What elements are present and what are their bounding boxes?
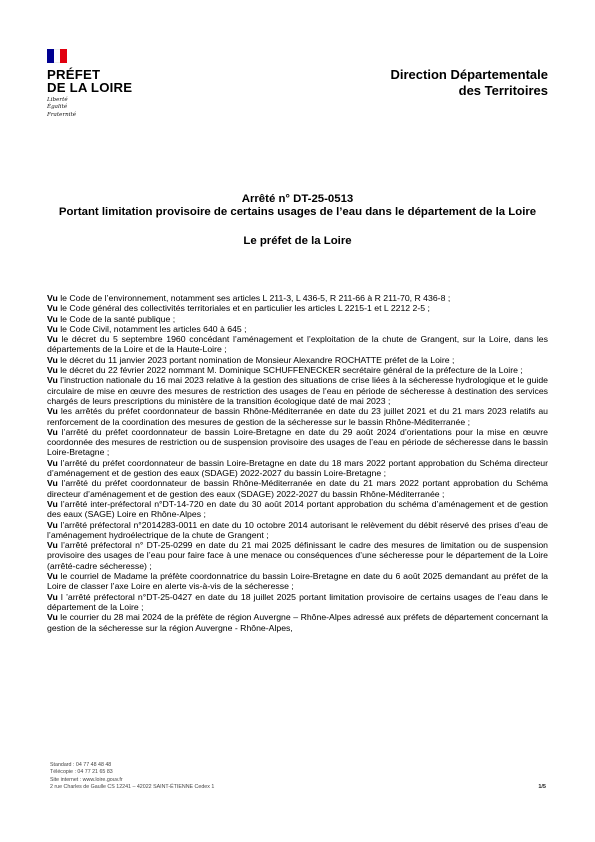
- visa-item: [47, 478, 548, 499]
- visa-item: [47, 540, 548, 571]
- visa-item: [47, 324, 548, 334]
- visa-keyword: Vu: [47, 591, 58, 602]
- prefecture-name-line2: DE LA LOIRE: [47, 80, 133, 95]
- visa-item: [47, 406, 548, 427]
- visa-keyword: Vu: [47, 334, 58, 345]
- visa-item: [47, 365, 548, 375]
- visa-keyword: Vu: [47, 365, 58, 376]
- prefecture-name-line1: PRÉFET: [47, 67, 101, 82]
- visa-keyword: Vu: [47, 293, 58, 303]
- visa-item: [47, 458, 548, 479]
- motto-egalite: Égalité: [47, 104, 68, 111]
- visa-text: l’arrêté préfectoral n° DT-25-0299 en date du 21 mai 2025 définissant le cadre des mesures de limitation ou de suspension provisoire des usages de l’eau pour faire face à une menace ou conséquences d’une sécheresse pour le département de la Loire (arrêté-cadre sécheresse) ;: [47, 540, 548, 571]
- visa-text: l’arrêté du préfet coordonnateur de bassin Loire-Bretagne en date du 18 mars 2022 portant approbation du Schéma directeur d’aménagement et de gestion des eaux (SDAGE) 2022-2027 du bassin Loire-Bretagne ;: [47, 457, 548, 479]
- visa-keyword: Vu: [47, 612, 58, 623]
- prefecture-name: [47, 68, 167, 94]
- decree-number: Arrêté n° DT-25-0513: [241, 193, 354, 205]
- visa-keyword: Vu: [47, 303, 58, 314]
- visa-text: les arrêtés du préfet coordonnateur de bassin Rhône-Méditerranée en date du 23 juillet 2021 et du 21 mars 2023 relatifs au renforcement de la coordination des mesures de gestion de la sécheresse sur le bassin Rhône-Méditerranée ;: [47, 406, 548, 427]
- visa-text: l’arrêté du préfet coordonnateur de bassin Rhône-Méditerranée en date du 21 mars 2022 portant approbation du Schéma directeur d’aménagement et de gestion des eaux (SDAGE) 2022-2027 du bassin Rhône-Méditerranée ;: [47, 478, 548, 499]
- visa-text: le décret du 5 septembre 1960 concédant l’aménagement et l’exploitation de la chute de Grangent, sur la Loire, dans les départements de la Loire et de la Haute-Loire ;: [47, 334, 548, 355]
- visa-item: [47, 427, 548, 458]
- visa-keyword: Vu: [47, 498, 58, 509]
- visa-item: [47, 571, 548, 592]
- motto-fraternite: Fraternité: [47, 111, 77, 118]
- page-number: 1/5: [538, 784, 546, 790]
- visa-item: [47, 303, 548, 313]
- direction-line2: des Territoires: [458, 82, 548, 98]
- visa-text: le décret du 22 février 2022 nommant M. Dominique SCHUFFENECKER secrétaire général de la préfecture de la Loire ;: [60, 365, 523, 376]
- visa-keyword: Vu: [47, 571, 58, 582]
- visa-keyword: Vu: [47, 457, 58, 468]
- decree-title: [47, 193, 548, 248]
- visa-keyword: Vu: [47, 354, 58, 365]
- visa-keyword: Vu: [47, 540, 58, 551]
- visa-item: [47, 355, 548, 365]
- visa-item: [47, 499, 548, 520]
- visa-text: le courrier du 28 mai 2024 de la préfète de région Auvergne – Rhône-Alpes adressé aux préfets de département concernant la gestion de la sécheresse sur la région Auvergne - Rhône-Alpes,: [47, 612, 548, 633]
- visa-keyword: Vu: [47, 426, 58, 437]
- visa-text: le courriel de Madame la préfète coordonnatrice du bassin Loire-Bretagne en date du 6 août 2025 demandant au préfet de la Loire de classer l’axe Loire en alerte vis-à-vis de la sécheresse ;: [47, 571, 548, 592]
- visa-text: le Code de la santé publique ;: [60, 313, 176, 324]
- prefecture-logo: [47, 49, 167, 119]
- visa-text: le Code Civil, notamment les articles 640 à 645 ;: [60, 323, 247, 334]
- visa-text: l ’arrêté préfectoral n°DT-25-0427 en date du 18 juillet 2025 portant limitation provisoire de certains usages de l’eau dans le département de la Loire ;: [47, 591, 548, 612]
- visa-item: [47, 314, 548, 324]
- visa-item: [47, 334, 548, 355]
- prefet-heading: Le préfet de la Loire: [243, 234, 352, 247]
- visa-keyword: Vu: [47, 406, 58, 417]
- visa-text: l’arrêté du préfet coordonnateur de bassin Loire-Bretagne en date du 29 août 2024 d’orientations pour la mise en œuvre coordonnée des mesures de restriction ou de suspension provisoire des usages de l’eau en période de sécheresse dans le bassin Loire-Bretagne ;: [47, 426, 548, 458]
- footer-website[interactable]: Site internet : www.loire.gouv.fr: [50, 776, 123, 783]
- visa-text: l’arrêté inter-préfectoral n°DT-14-720 en date du 30 août 2014 portant approbation du schéma d’aménagement et de gestion des eaux (SAGE) Loire en Rhône-Alpes ;: [47, 498, 548, 520]
- direction-line1: Direction Départementale: [390, 67, 548, 82]
- footer-address: 2 rue Charles de Gaulle CS 12241 – 42022 SAINT-ÉTIENNE Cedex 1: [50, 783, 215, 790]
- visa-keyword: Vu: [47, 323, 58, 334]
- visa-item: [47, 612, 548, 633]
- visa-keyword: Vu: [47, 375, 58, 386]
- visa-text: le Code de l’environnement, notamment ses articles L 211-3, L 436-5, R 211-66 à R 211-70, R 436-8 ;: [60, 293, 451, 303]
- visa-text: le Code général des collectivités territoriales et en particulier les articles L 2215-1 et L 2212 2-5 ;: [60, 303, 430, 314]
- visa-item: [47, 375, 548, 406]
- visa-item: [47, 592, 548, 613]
- issuing-direction: [391, 67, 549, 98]
- footer-standard: Standard : 04 77 48 48 48: [50, 762, 112, 768]
- footer-telecopie: Télécopie : 04 77 21 65 83: [50, 769, 113, 776]
- visa-item: [47, 293, 548, 303]
- visa-text: l’instruction nationale du 16 mai 2023 relative à la gestion des situations de crise liées à la sécheresse hydrologique et le guide circulaire de mise en œuvre des mesures de restriction des usages de l’eau en période de sécheresse à destination des services chargés de leurs prescriptions du ministère de la transition écologique daté de mai 2023 ;: [47, 375, 548, 406]
- visa-keyword: Vu: [47, 478, 58, 489]
- visa-keyword: Vu: [47, 313, 58, 324]
- motto-liberte: Liberté: [47, 97, 68, 103]
- contact-footer: [50, 762, 214, 791]
- visas-list: [47, 293, 548, 633]
- visa-item: [47, 520, 548, 541]
- republic-motto: [47, 97, 167, 119]
- french-flag-icon: [47, 49, 67, 63]
- visa-text: le décret du 11 janvier 2023 portant nomination de Monsieur Alexandre ROCHATTE préfet de la Loire ;: [60, 354, 455, 365]
- visa-keyword: Vu: [47, 519, 58, 530]
- visa-text: l’arrêté préfectoral n°2014283-0011 en date du 10 octobre 2014 autorisant le relèvement du débit réservé des prises d’eau de l’aménagement hydroélectrique de la chute de Grangent ;: [47, 519, 548, 540]
- decree-subject: Portant limitation provisoire de certains usages de l’eau dans le département de la Loire: [58, 206, 537, 219]
